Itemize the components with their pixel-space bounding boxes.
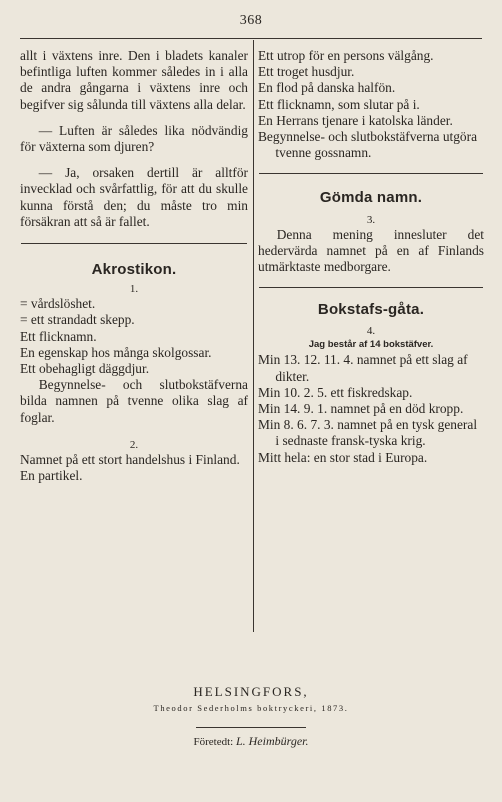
right-column (258, 48, 484, 466)
letter-riddle-title: Bokstafs-gåta. (317, 301, 425, 319)
publisher-label: Företedt: (193, 736, 234, 748)
letter-riddle-clue: Mitt hela: en stor stad i Europa. (258, 449, 428, 465)
imprint-publisher (0, 734, 502, 749)
acrostic-clue: Ett troget husdjur. (258, 64, 355, 80)
paragraph-continuation: allt i växtens inre. Den i bladets kanaler befintliga luften kommer således in i alla de andra gångarna i växtens inre och begifver sig sålunda till växtens alla delar. (20, 48, 248, 112)
acrostic-clue: En Herrans tjenare i katolska länder. (258, 112, 453, 128)
letter-riddle-clue: Min 10. 2. 5. ett fiskredskap. (258, 384, 413, 400)
page-number: 368 (239, 13, 263, 28)
acrostic-number-1: 1. (129, 283, 139, 296)
acrostic-clue: = ett strandadt skepp. (20, 312, 135, 328)
imprint-city: HELSINGFORS, (193, 684, 309, 699)
letter-riddle-intro: Jag består af 14 bokstäfver. (308, 339, 434, 351)
section-rule (259, 287, 483, 288)
letter-riddle-number: 4. (366, 325, 376, 338)
acrostic-clue: Ett obehagligt däggdjur. (20, 361, 150, 377)
hidden-names-title: Gömda namn. (319, 189, 423, 207)
acrostic-number-2: 2. (129, 438, 139, 451)
acrostic-clue: = vårdslöshet. (20, 296, 96, 312)
imprint-rule (196, 727, 306, 728)
letter-riddle-clue: Min 14. 9. 1. namnet på en död kropp. (258, 401, 464, 417)
paragraph-answer: — Ja, orsaken dertill är alltför invecklad och svårfattlig, för att du skulle kunna förstå den; du måste tro min försäkran att så är fallet. (20, 165, 248, 229)
acrostic-clue: En egenskap hos många skolgossar. (20, 344, 212, 360)
hidden-names-number: 3. (366, 213, 376, 226)
acrostic-clue: Begynnelse- och slutbokstäfverna utgöra tvenne gossnamn. (258, 129, 478, 161)
header-rule (20, 38, 482, 39)
section-rule (259, 173, 483, 174)
acrostic-clue: Begynnelse- och slutbokstäfverna bilda namnen på tvenne olika slag af foglar. (20, 377, 248, 425)
paragraph-question: — Luften är således lika nödvändig för växterna som djuren? (20, 122, 248, 155)
left-column (20, 48, 248, 484)
acrostic-clue: Ett utrop för en persons välgång. (258, 48, 434, 63)
letter-riddle-clue: Min 13. 12. 11. 4. namnet på ett slag af dikter. (258, 352, 468, 384)
hidden-names-text: Denna mening innesluter det hedervärda namnet på en af Finlands utmärktaste medborgare. (258, 226, 484, 275)
acrostic-title: Akrostikon. (91, 261, 177, 279)
acrostic-clue: Ett flicknamn, som slutar på i. (258, 96, 420, 112)
acrostic-clue: Namnet på ett stort handelshus i Finland. (20, 451, 240, 467)
acrostic-clue: En partikel. (20, 468, 83, 484)
imprint-printer: Theodor Sederholms boktryckeri, 1873. (153, 703, 349, 713)
column-divider (253, 40, 254, 632)
acrostic-clue: Ett flicknamn. (20, 328, 97, 344)
letter-riddle-clue: Min 8. 6. 7. 3. namnet på en tysk general i sednaste fransk-tyska krig. (258, 417, 478, 449)
acrostic-clue: En flod på danska halfön. (258, 80, 396, 96)
section-rule (21, 243, 247, 244)
publisher-name: L. Heimbürger. (235, 734, 309, 748)
